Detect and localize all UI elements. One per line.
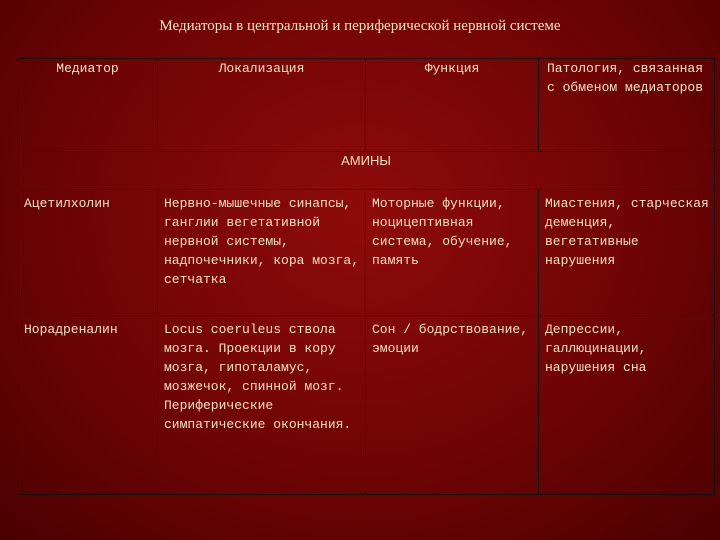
header-cell-pathology	[539, 59, 715, 152]
table-cell	[366, 190, 539, 316]
row-mediator: Норадреналин	[24, 322, 118, 337]
header-pathology: Патология, связанная с обменом медиаторов	[547, 61, 704, 95]
table-row	[18, 316, 715, 495]
section-row	[18, 152, 715, 190]
table-row	[18, 190, 715, 316]
table-cell	[366, 316, 539, 495]
header-function: Функция	[424, 61, 480, 76]
row-function: Моторные функции, ноцицептивная система, обучение, память	[372, 196, 513, 268]
mediators-table	[17, 58, 715, 495]
table-cell	[18, 190, 158, 316]
row-pathology: Миастения, старческая деменция, вегетативные нарушения	[545, 196, 709, 268]
table-cell	[539, 190, 715, 316]
table-cell	[158, 316, 366, 495]
header-cell-function	[366, 59, 539, 152]
header-localization: Локализация	[218, 61, 305, 76]
row-localization: Locus coeruleus ствола мозга. Проекции в кору мозга, гипоталамус, мозжечок, спинной мозг. Периферические симпатические окончания.	[164, 322, 352, 432]
header-cell-mediator	[18, 59, 158, 152]
row-function: Сон / бодрствование, эмоции	[372, 322, 529, 356]
page-title: Медиаторы в центральной и периферической нервной системе	[159, 18, 561, 34]
header-cell-localization	[158, 59, 366, 152]
row-localization: Нервно-мышечные синапсы, ганглии вегетативной нервной системы, надпочечники, кора мозга, сетчатка	[164, 196, 360, 287]
section-title: АМИНЫ	[341, 153, 391, 168]
section-cell	[18, 152, 715, 190]
header-row	[18, 59, 715, 152]
header-mediator: Медиатор	[56, 61, 119, 76]
row-mediator: Ацетилхолин	[24, 196, 110, 211]
table-cell	[539, 316, 715, 495]
row-pathology: Депрессии, галлюцинации, нарушения сна	[545, 322, 647, 375]
table-cell	[18, 316, 158, 495]
table-cell	[158, 190, 366, 316]
